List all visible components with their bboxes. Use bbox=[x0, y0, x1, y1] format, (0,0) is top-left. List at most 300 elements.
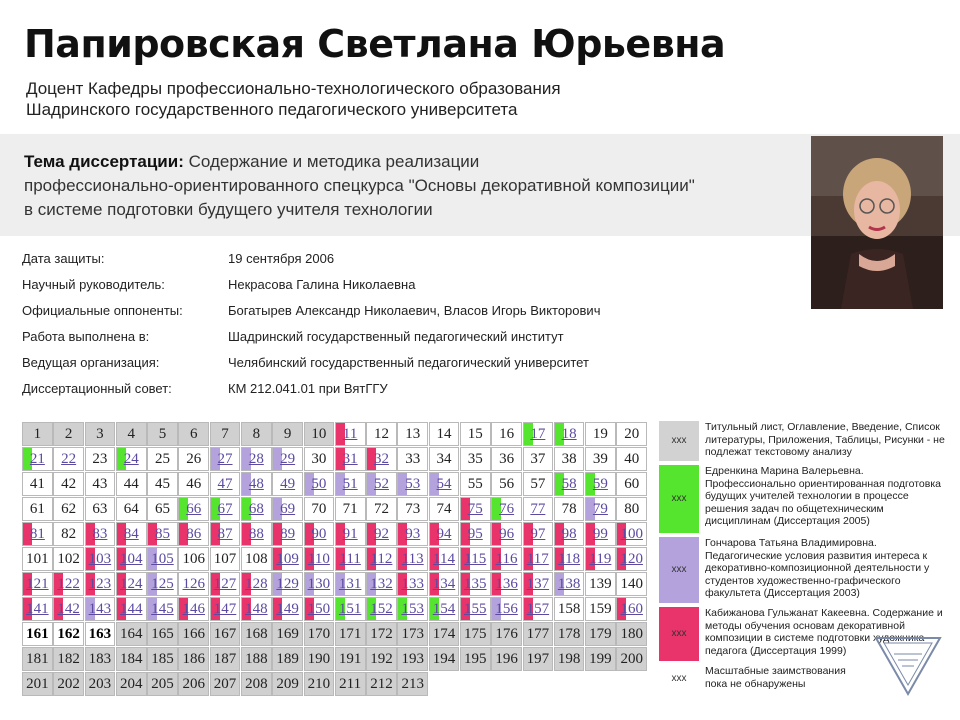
page-number: 57 bbox=[530, 476, 546, 492]
page-cell-183 bbox=[85, 647, 116, 671]
info-row-defense-date bbox=[22, 250, 782, 276]
page-number: 187 bbox=[213, 651, 237, 667]
page-cell-88 bbox=[241, 522, 272, 546]
page-cell-77 bbox=[523, 497, 554, 521]
page-cell-65 bbox=[147, 497, 178, 521]
page-cell-62 bbox=[53, 497, 84, 521]
page-number: 63 bbox=[92, 501, 108, 517]
page-cell-22 bbox=[53, 447, 84, 471]
page-number: 188 bbox=[245, 651, 268, 667]
page-number: 50 bbox=[311, 476, 327, 492]
page-number: 52 bbox=[373, 476, 389, 492]
page-number: 15 bbox=[467, 426, 483, 442]
page-number: 167 bbox=[213, 626, 237, 642]
page-cell-72 bbox=[366, 497, 397, 521]
page-number: 123 bbox=[88, 576, 112, 592]
page-number: 70 bbox=[311, 501, 327, 517]
page-number: 164 bbox=[119, 626, 143, 642]
page-cell-89 bbox=[272, 522, 303, 546]
page-cell-56 bbox=[491, 472, 522, 496]
page-number: 198 bbox=[557, 651, 581, 667]
page-number: 105 bbox=[151, 551, 174, 567]
page-number: 209 bbox=[276, 676, 299, 692]
page-cell-42 bbox=[53, 472, 84, 496]
page-cell-7 bbox=[210, 422, 241, 446]
page-cell-81 bbox=[22, 522, 53, 546]
info-value: Богатырев Александр Николаевич, Власов Игорь Викторович bbox=[228, 303, 601, 318]
page-number: 73 bbox=[405, 501, 421, 517]
page-cell-145 bbox=[147, 597, 178, 621]
page-number: 84 bbox=[123, 526, 139, 542]
page-cell-80 bbox=[616, 497, 647, 521]
page-number: 110 bbox=[307, 551, 330, 567]
page-number: 40 bbox=[624, 451, 640, 467]
page-cell-6 bbox=[178, 422, 209, 446]
page-number: 122 bbox=[57, 576, 80, 592]
page-cell-10 bbox=[304, 422, 335, 446]
legend-text: Масштабные заимствования пока не обнаружены bbox=[705, 665, 846, 690]
page-cell-95 bbox=[460, 522, 491, 546]
page-cell-121 bbox=[22, 572, 53, 596]
page-cell-40 bbox=[616, 447, 647, 471]
page-cell-98 bbox=[554, 522, 585, 546]
page-number: 32 bbox=[373, 451, 389, 467]
page-cell-30 bbox=[304, 447, 335, 471]
page-cell-19 bbox=[585, 422, 616, 446]
page-cell-176 bbox=[491, 622, 522, 646]
page-cell-100 bbox=[616, 522, 647, 546]
legend-swatch: xxx bbox=[659, 465, 699, 533]
page-number: 90 bbox=[311, 526, 327, 542]
page-number: 162 bbox=[57, 626, 80, 642]
page-cell-69 bbox=[272, 497, 303, 521]
page-cell-48 bbox=[241, 472, 272, 496]
page-cell-55 bbox=[460, 472, 491, 496]
page-number: 160 bbox=[620, 601, 643, 617]
page-cell-213 bbox=[397, 672, 428, 696]
page-cell-96 bbox=[491, 522, 522, 546]
page-number: 119 bbox=[589, 551, 612, 567]
page-number: 85 bbox=[154, 526, 170, 542]
page-cell-45 bbox=[147, 472, 178, 496]
page-number: 204 bbox=[119, 676, 143, 692]
page-number: 176 bbox=[495, 626, 518, 642]
page-cell-211 bbox=[335, 672, 366, 696]
page-number: 150 bbox=[307, 601, 331, 617]
page-cell-105 bbox=[147, 547, 178, 571]
page-cell-97 bbox=[523, 522, 554, 546]
page-number: 182 bbox=[57, 651, 80, 667]
page-number: 199 bbox=[589, 651, 612, 667]
page-number: 149 bbox=[276, 601, 299, 617]
page-cell-130 bbox=[304, 572, 335, 596]
page-cell-125 bbox=[147, 572, 178, 596]
page-cell-138 bbox=[554, 572, 585, 596]
page-number: 111 bbox=[339, 551, 361, 567]
page-cell-79 bbox=[585, 497, 616, 521]
page-number: 191 bbox=[338, 651, 362, 667]
page-number: 153 bbox=[401, 601, 424, 617]
page-cell-61 bbox=[22, 497, 53, 521]
page-cell-189 bbox=[272, 647, 303, 671]
page-cell-91 bbox=[335, 522, 366, 546]
page-cell-85 bbox=[147, 522, 178, 546]
info-label: Диссертационный совет: bbox=[22, 381, 172, 396]
page-number: 62 bbox=[61, 501, 77, 517]
page-cell-203 bbox=[85, 672, 116, 696]
page-number: 159 bbox=[589, 601, 612, 617]
page-cell-160 bbox=[616, 597, 647, 621]
info-label: Дата защиты: bbox=[22, 251, 105, 266]
page-cell-205 bbox=[147, 672, 178, 696]
page-number: 195 bbox=[464, 651, 487, 667]
page-number: 124 bbox=[119, 576, 143, 592]
page-cell-104 bbox=[116, 547, 147, 571]
page-cell-116 bbox=[491, 547, 522, 571]
page-cell-159 bbox=[585, 597, 616, 621]
page-number: 18 bbox=[561, 426, 577, 442]
page-number: 34 bbox=[436, 451, 452, 467]
page-cell-117 bbox=[523, 547, 554, 571]
page-cell-191 bbox=[335, 647, 366, 671]
page-number: 142 bbox=[57, 601, 80, 617]
info-value: Некрасова Галина Николаевна bbox=[228, 277, 416, 292]
page-cell-186 bbox=[178, 647, 209, 671]
page-number: 12 bbox=[373, 426, 389, 442]
page-cell-200 bbox=[616, 647, 647, 671]
page-cell-119 bbox=[585, 547, 616, 571]
page-number: 55 bbox=[467, 476, 483, 492]
page-cell-41 bbox=[22, 472, 53, 496]
page-cell-185 bbox=[147, 647, 178, 671]
page-number: 35 bbox=[467, 451, 483, 467]
page-cell-110 bbox=[304, 547, 335, 571]
page-cell-156 bbox=[491, 597, 522, 621]
page-cell-23 bbox=[85, 447, 116, 471]
page-number: 183 bbox=[88, 651, 112, 667]
page-cell-94 bbox=[429, 522, 460, 546]
page-number: 16 bbox=[499, 426, 515, 442]
page-cell-15 bbox=[460, 422, 491, 446]
page-number: 3 bbox=[96, 426, 104, 442]
page-cell-198 bbox=[554, 647, 585, 671]
page-cell-53 bbox=[397, 472, 428, 496]
page-cell-202 bbox=[53, 672, 84, 696]
page-number: 81 bbox=[29, 526, 45, 542]
page-cell-70 bbox=[304, 497, 335, 521]
page-cell-158 bbox=[554, 597, 585, 621]
page-number: 36 bbox=[499, 451, 515, 467]
page-cell-208 bbox=[241, 672, 272, 696]
page-number: 92 bbox=[373, 526, 389, 542]
page-cell-16 bbox=[491, 422, 522, 446]
page-number: 175 bbox=[464, 626, 487, 642]
page-cell-5 bbox=[147, 422, 178, 446]
topic-line-2: профессионально-ориентированного спецкурса "Основы декоративной композиции" bbox=[24, 176, 695, 195]
legend-row-green bbox=[659, 465, 949, 535]
page-number: 101 bbox=[26, 551, 49, 567]
legend-swatch: xxx bbox=[659, 421, 699, 461]
page-number: 20 bbox=[624, 426, 640, 442]
page-number: 53 bbox=[405, 476, 421, 492]
page-cell-162 bbox=[53, 622, 84, 646]
page-cell-195 bbox=[460, 647, 491, 671]
page-number: 109 bbox=[276, 551, 299, 567]
page-cell-143 bbox=[85, 597, 116, 621]
page-number: 38 bbox=[561, 451, 577, 467]
page-number: 210 bbox=[307, 676, 331, 692]
page-number: 8 bbox=[252, 426, 261, 442]
page-number: 156 bbox=[495, 601, 518, 617]
page-number: 30 bbox=[311, 451, 327, 467]
page-cell-75 bbox=[460, 497, 491, 521]
page-number: 37 bbox=[530, 451, 546, 467]
page-number: 7 bbox=[221, 426, 229, 442]
page-number: 31 bbox=[342, 451, 358, 467]
info-row-council bbox=[22, 380, 782, 406]
page-cell-43 bbox=[85, 472, 116, 496]
info-value: КМ 212.041.01 при ВятГГУ bbox=[228, 381, 388, 396]
page-cell-137 bbox=[523, 572, 554, 596]
page-number: 21 bbox=[29, 451, 45, 467]
page-number: 126 bbox=[182, 576, 205, 592]
page-cell-20 bbox=[616, 422, 647, 446]
legend-text: Едренкина Марина Валерьевна. Профессионально ориентированная подготовка будущих учителей технологии в процессе решения задач по общетехническим дисциплинам (Диссертация 2005) bbox=[705, 465, 941, 527]
page-number: 189 bbox=[276, 651, 299, 667]
page-number: 137 bbox=[526, 576, 550, 592]
page-number: 23 bbox=[92, 451, 108, 467]
page-cell-102 bbox=[53, 547, 84, 571]
page-cell-4 bbox=[116, 422, 147, 446]
page-cell-73 bbox=[397, 497, 428, 521]
page-number: 112 bbox=[370, 551, 393, 567]
page-number: 25 bbox=[154, 451, 170, 467]
page-number: 190 bbox=[307, 651, 331, 667]
page-cell-148 bbox=[241, 597, 272, 621]
legend-text: Титульный лист, Оглавление, Введение, Список литературы, Приложения, Таблицы, Рисунки - не подлежат текстовому анализу bbox=[705, 421, 945, 458]
page-number: 158 bbox=[557, 601, 581, 617]
page-cell-92 bbox=[366, 522, 397, 546]
page-cell-47 bbox=[210, 472, 241, 496]
page-cell-58 bbox=[554, 472, 585, 496]
page-number: 14 bbox=[436, 426, 452, 442]
page-number: 75 bbox=[467, 501, 483, 517]
page-cell-111 bbox=[335, 547, 366, 571]
legend-text: Кабижанова Гульжанат Какеевна. Содержание и методы обучения основам декоративной композиции в системе подготовки художника-педагога (Диссертация 1999) bbox=[705, 607, 943, 657]
page-number: 42 bbox=[61, 476, 77, 492]
page-number: 212 bbox=[370, 676, 393, 692]
legend-row-purple bbox=[659, 537, 949, 605]
page-number: 213 bbox=[401, 676, 424, 692]
page-number: 2 bbox=[64, 426, 73, 442]
page-number: 54 bbox=[436, 476, 452, 492]
page-cell-150 bbox=[304, 597, 335, 621]
page-cell-173 bbox=[397, 622, 428, 646]
page-number: 152 bbox=[370, 601, 393, 617]
page-cell-87 bbox=[210, 522, 241, 546]
page-cell-182 bbox=[53, 647, 84, 671]
page-number: 6 bbox=[190, 426, 198, 442]
page-cell-78 bbox=[554, 497, 585, 521]
page-cell-178 bbox=[554, 622, 585, 646]
dissertation-topic bbox=[24, 150, 794, 222]
page-cell-32 bbox=[366, 447, 397, 471]
page-number: 28 bbox=[248, 451, 264, 467]
page-number: 99 bbox=[592, 526, 608, 542]
page-cell-149 bbox=[272, 597, 303, 621]
page-number: 148 bbox=[245, 601, 268, 617]
page-number: 93 bbox=[405, 526, 421, 542]
page-cell-39 bbox=[585, 447, 616, 471]
page-number: 136 bbox=[495, 576, 518, 592]
dissertation-info bbox=[22, 250, 782, 406]
page-number: 87 bbox=[217, 526, 233, 542]
page-number: 141 bbox=[26, 601, 49, 617]
page-cell-135 bbox=[460, 572, 491, 596]
page-number: 118 bbox=[558, 551, 581, 567]
page-number: 9 bbox=[283, 426, 292, 442]
page-cell-112 bbox=[366, 547, 397, 571]
page-cell-99 bbox=[585, 522, 616, 546]
page-cell-64 bbox=[116, 497, 147, 521]
page-cell-35 bbox=[460, 447, 491, 471]
page-cell-60 bbox=[616, 472, 647, 496]
page-number: 24 bbox=[123, 451, 139, 467]
page-number: 39 bbox=[592, 451, 608, 467]
page-number: 155 bbox=[464, 601, 487, 617]
legend-swatch: xxx bbox=[659, 537, 699, 603]
page-number: 76 bbox=[499, 501, 515, 517]
person-position bbox=[26, 78, 726, 120]
page-cell-167 bbox=[210, 622, 241, 646]
page-number: 193 bbox=[401, 651, 424, 667]
page-cell-133 bbox=[397, 572, 428, 596]
page-number: 51 bbox=[342, 476, 358, 492]
page-number: 41 bbox=[29, 476, 45, 492]
page-cell-103 bbox=[85, 547, 116, 571]
page-cell-34 bbox=[429, 447, 460, 471]
page-cell-184 bbox=[116, 647, 147, 671]
page-number: 98 bbox=[561, 526, 577, 542]
page-cell-187 bbox=[210, 647, 241, 671]
page-number: 68 bbox=[248, 501, 264, 517]
page-cell-68 bbox=[241, 497, 272, 521]
page-cell-141 bbox=[22, 597, 53, 621]
page-cell-131 bbox=[335, 572, 366, 596]
page-number: 157 bbox=[526, 601, 550, 617]
topic-line-1: Содержание и методика реализации bbox=[188, 152, 480, 171]
page-number: 200 bbox=[620, 651, 643, 667]
page-number: 151 bbox=[338, 601, 362, 617]
page-number: 194 bbox=[432, 651, 456, 667]
page-cell-147 bbox=[210, 597, 241, 621]
page-cell-54 bbox=[429, 472, 460, 496]
page-cell-101 bbox=[22, 547, 53, 571]
page-cell-115 bbox=[460, 547, 491, 571]
page-number: 128 bbox=[245, 576, 268, 592]
page-number: 129 bbox=[276, 576, 299, 592]
page-number: 179 bbox=[589, 626, 612, 642]
page-cell-31 bbox=[335, 447, 366, 471]
page-number: 69 bbox=[280, 501, 296, 517]
page-number: 78 bbox=[561, 501, 577, 517]
page-cell-86 bbox=[178, 522, 209, 546]
page-cell-165 bbox=[147, 622, 178, 646]
page-number: 116 bbox=[495, 551, 518, 567]
page-number: 71 bbox=[342, 501, 358, 517]
page-cell-197 bbox=[523, 647, 554, 671]
page-number: 201 bbox=[26, 676, 49, 692]
page-cell-28 bbox=[241, 447, 272, 471]
page-cell-11 bbox=[335, 422, 366, 446]
page-number: 61 bbox=[29, 501, 45, 517]
page-number: 82 bbox=[61, 526, 77, 542]
info-value: Челябинский государственный педагогический университет bbox=[228, 355, 589, 370]
page-cell-18 bbox=[554, 422, 585, 446]
page-number: 59 bbox=[592, 476, 608, 492]
page-number: 117 bbox=[526, 551, 549, 567]
page-cell-146 bbox=[178, 597, 209, 621]
page-number: 83 bbox=[92, 526, 108, 542]
page-cell-14 bbox=[429, 422, 460, 446]
page-cell-180 bbox=[616, 622, 647, 646]
page-cell-36 bbox=[491, 447, 522, 471]
legend-text: Гончарова Татьяна Владимировна. Педагогические условия развития интереса к декоративно-композиционной деятельности у студентов художественно-графического факультета (Диссертация 2003) bbox=[705, 537, 930, 599]
page-cell-44 bbox=[116, 472, 147, 496]
page-cell-134 bbox=[429, 572, 460, 596]
page-cell-90 bbox=[304, 522, 335, 546]
page-number: 185 bbox=[151, 651, 174, 667]
page-cell-166 bbox=[178, 622, 209, 646]
page-number: 88 bbox=[248, 526, 264, 542]
page-cell-144 bbox=[116, 597, 147, 621]
page-cell-17 bbox=[523, 422, 554, 446]
page-cell-84 bbox=[116, 522, 147, 546]
page-cell-46 bbox=[178, 472, 209, 496]
page-number: 114 bbox=[433, 551, 455, 567]
page-number: 139 bbox=[589, 576, 612, 592]
page-cell-127 bbox=[210, 572, 241, 596]
page-number: 173 bbox=[401, 626, 424, 642]
page-number: 132 bbox=[370, 576, 393, 592]
page-number: 100 bbox=[620, 526, 643, 542]
page-number: 5 bbox=[158, 426, 167, 442]
page-number: 48 bbox=[248, 476, 264, 492]
page-cell-120 bbox=[616, 547, 647, 571]
page-cell-132 bbox=[366, 572, 397, 596]
page-number: 108 bbox=[245, 551, 268, 567]
page-number: 26 bbox=[186, 451, 202, 467]
page-cell-25 bbox=[147, 447, 178, 471]
page-cell-179 bbox=[585, 622, 616, 646]
page-number: 125 bbox=[151, 576, 174, 592]
page-number: 107 bbox=[213, 551, 237, 567]
page-cell-106 bbox=[178, 547, 209, 571]
page-number: 186 bbox=[182, 651, 205, 667]
page-number: 67 bbox=[217, 501, 233, 517]
page-number: 168 bbox=[245, 626, 268, 642]
page-number: 211 bbox=[339, 676, 362, 692]
page-cell-139 bbox=[585, 572, 616, 596]
page-number: 178 bbox=[557, 626, 581, 642]
page-cell-194 bbox=[429, 647, 460, 671]
page-number: 165 bbox=[151, 626, 174, 642]
page-number: 192 bbox=[370, 651, 393, 667]
page-cell-171 bbox=[335, 622, 366, 646]
page-number: 58 bbox=[561, 476, 577, 492]
position-line-2: Шадринского государственного педагогического университета bbox=[26, 100, 518, 119]
topic-label: Тема диссертации: bbox=[24, 152, 184, 171]
